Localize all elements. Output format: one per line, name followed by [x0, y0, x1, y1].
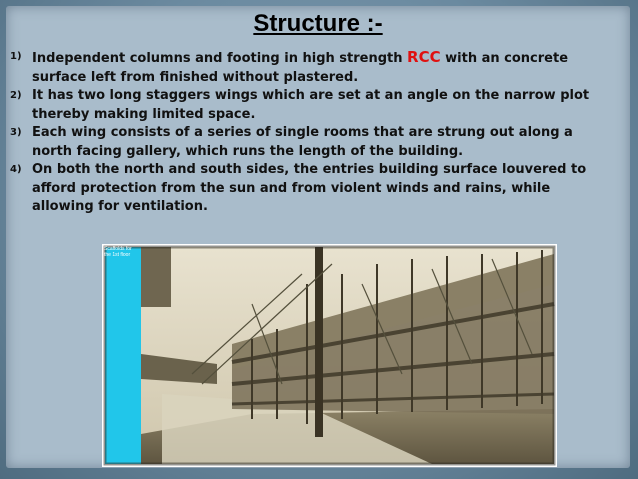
- bullet-point-4: [12, 161, 612, 217]
- photo-caption: Scaffolds for the 1st floor: [104, 246, 132, 258]
- construction-photo-image: [102, 244, 557, 467]
- slide-title: Structure :-: [253, 10, 383, 37]
- slide: [6, 6, 630, 468]
- bullet-number: 3): [10, 127, 22, 138]
- bullet-point-3: [12, 124, 612, 161]
- bullet-text: It has two long staggers wings which are set at an angle on the narrow plot thereby making limited space.: [32, 88, 590, 122]
- bullet-text: On both the north and south sides, the entries building surface louvered to afford protection from the sun and from violent winds and rains, while allowing for ventilation.: [32, 162, 587, 214]
- rcc-highlight: RCC: [407, 48, 441, 66]
- bullet-text-end: with an concrete surface left from finished without plastered.: [32, 51, 569, 85]
- bullet-number: 4): [10, 164, 22, 175]
- bullet-number: 2): [10, 90, 22, 101]
- construction-photo: [102, 244, 557, 467]
- bullet-point-2: [12, 87, 612, 124]
- bullet-list: [12, 48, 612, 217]
- bullet-text-start: Independent columns and footing in high strength: [32, 51, 408, 66]
- blue-label-strip: [105, 247, 141, 464]
- bullet-number: 1): [10, 51, 22, 62]
- bullet-point-1: [12, 48, 612, 87]
- bullet-text: Each wing consists of a series of single rooms that are strung out along a north facing gallery, which runs the length of the building.: [32, 125, 573, 159]
